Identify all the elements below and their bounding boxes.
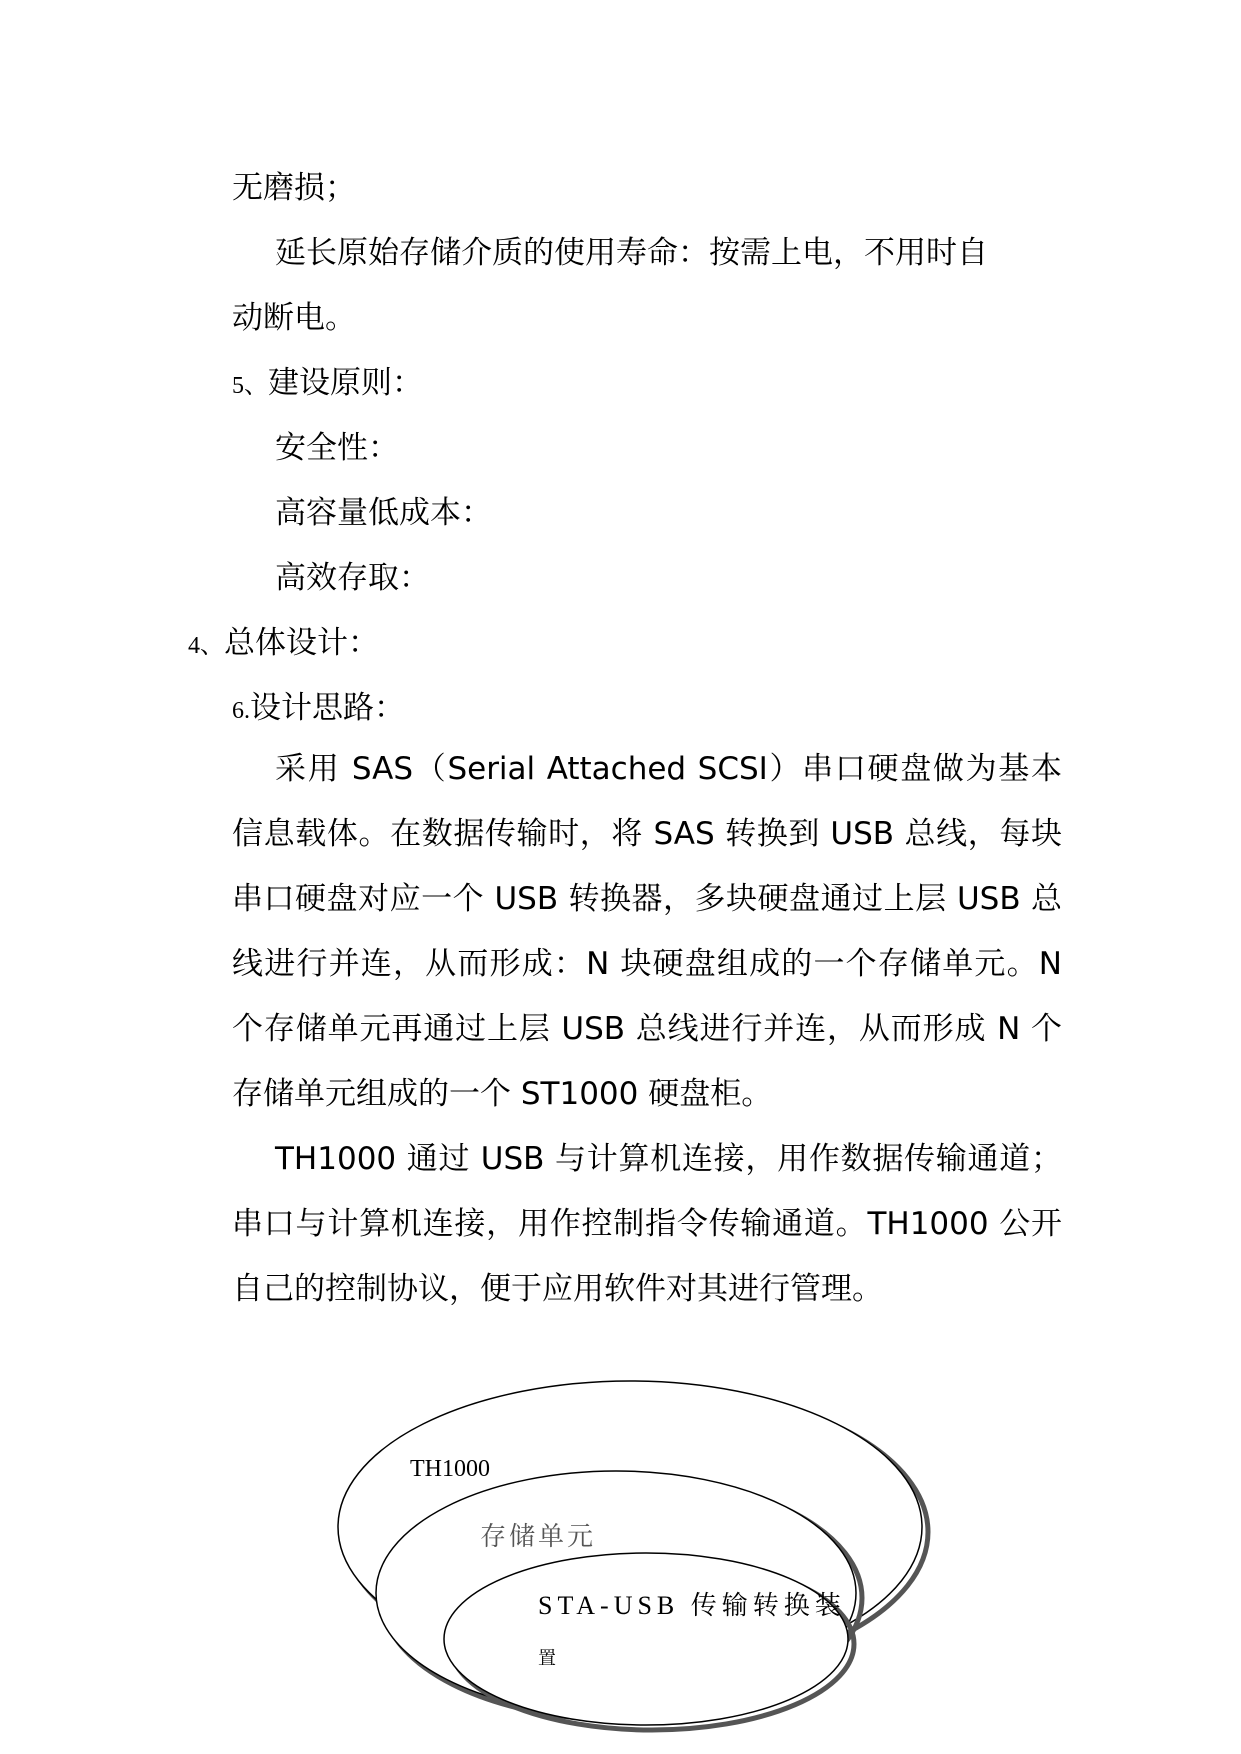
heading-number: 4、: [188, 633, 224, 659]
text-line-security: 安全性：: [275, 430, 399, 466]
heading-construction-principles: [232, 363, 423, 406]
heading-overall-design: [188, 623, 379, 666]
inner-ellipse: [444, 1553, 848, 1725]
inner-label: STA-USB 传输转换装: [538, 1591, 846, 1620]
nested-ellipse-diagram: [290, 1380, 970, 1740]
text-line-high-capacity: 高容量低成本：: [275, 495, 492, 531]
text-line-wear-free: 无磨损；: [232, 170, 356, 206]
paragraph-design-description: 采用 SAS（Serial Attached SCSI）串口硬盘做为基本信息载体。在数据传输时，将 SAS 转换到 USB 总线，每块串口硬盘对应一个 USB 转换器，多块硬盘通过上层 USB 总线进行并连，从而形成：N 块硬盘组成的一个存储单元。N 个存储单元再通过上层 USB 总线进行并连，从而形成 N 个存储单元组成的一个 ST1000 硬盘柜。: [232, 751, 1062, 1112]
heading-text: 总体设计：: [224, 625, 379, 661]
heading-design-ideas: [232, 688, 405, 731]
text-line-extend-life: 延长原始存储介质的使用寿命：按需上电，不用时自: [275, 235, 988, 271]
heading-text: 建设原则：: [268, 365, 423, 401]
text-line-auto-power-off: 动断电。: [232, 300, 356, 336]
inner-label-continuation: 置: [538, 1648, 556, 1668]
paragraph-th1000-connection: TH1000 通过 USB 与计算机连接，用作数据传输通道；串口与计算机连接，用作控制指令传输通道。TH1000 公开自己的控制协议，便于应用软件对其进行管理。: [232, 1141, 1062, 1307]
heading-number: 6.: [232, 698, 250, 724]
heading-number: 5、: [232, 373, 268, 399]
text-line-efficient-access: 高效存取：: [275, 560, 430, 596]
outer-label: TH1000: [410, 1456, 490, 1482]
middle-label: 存储单元: [480, 1522, 597, 1551]
heading-text: 设计思路：: [250, 690, 405, 726]
